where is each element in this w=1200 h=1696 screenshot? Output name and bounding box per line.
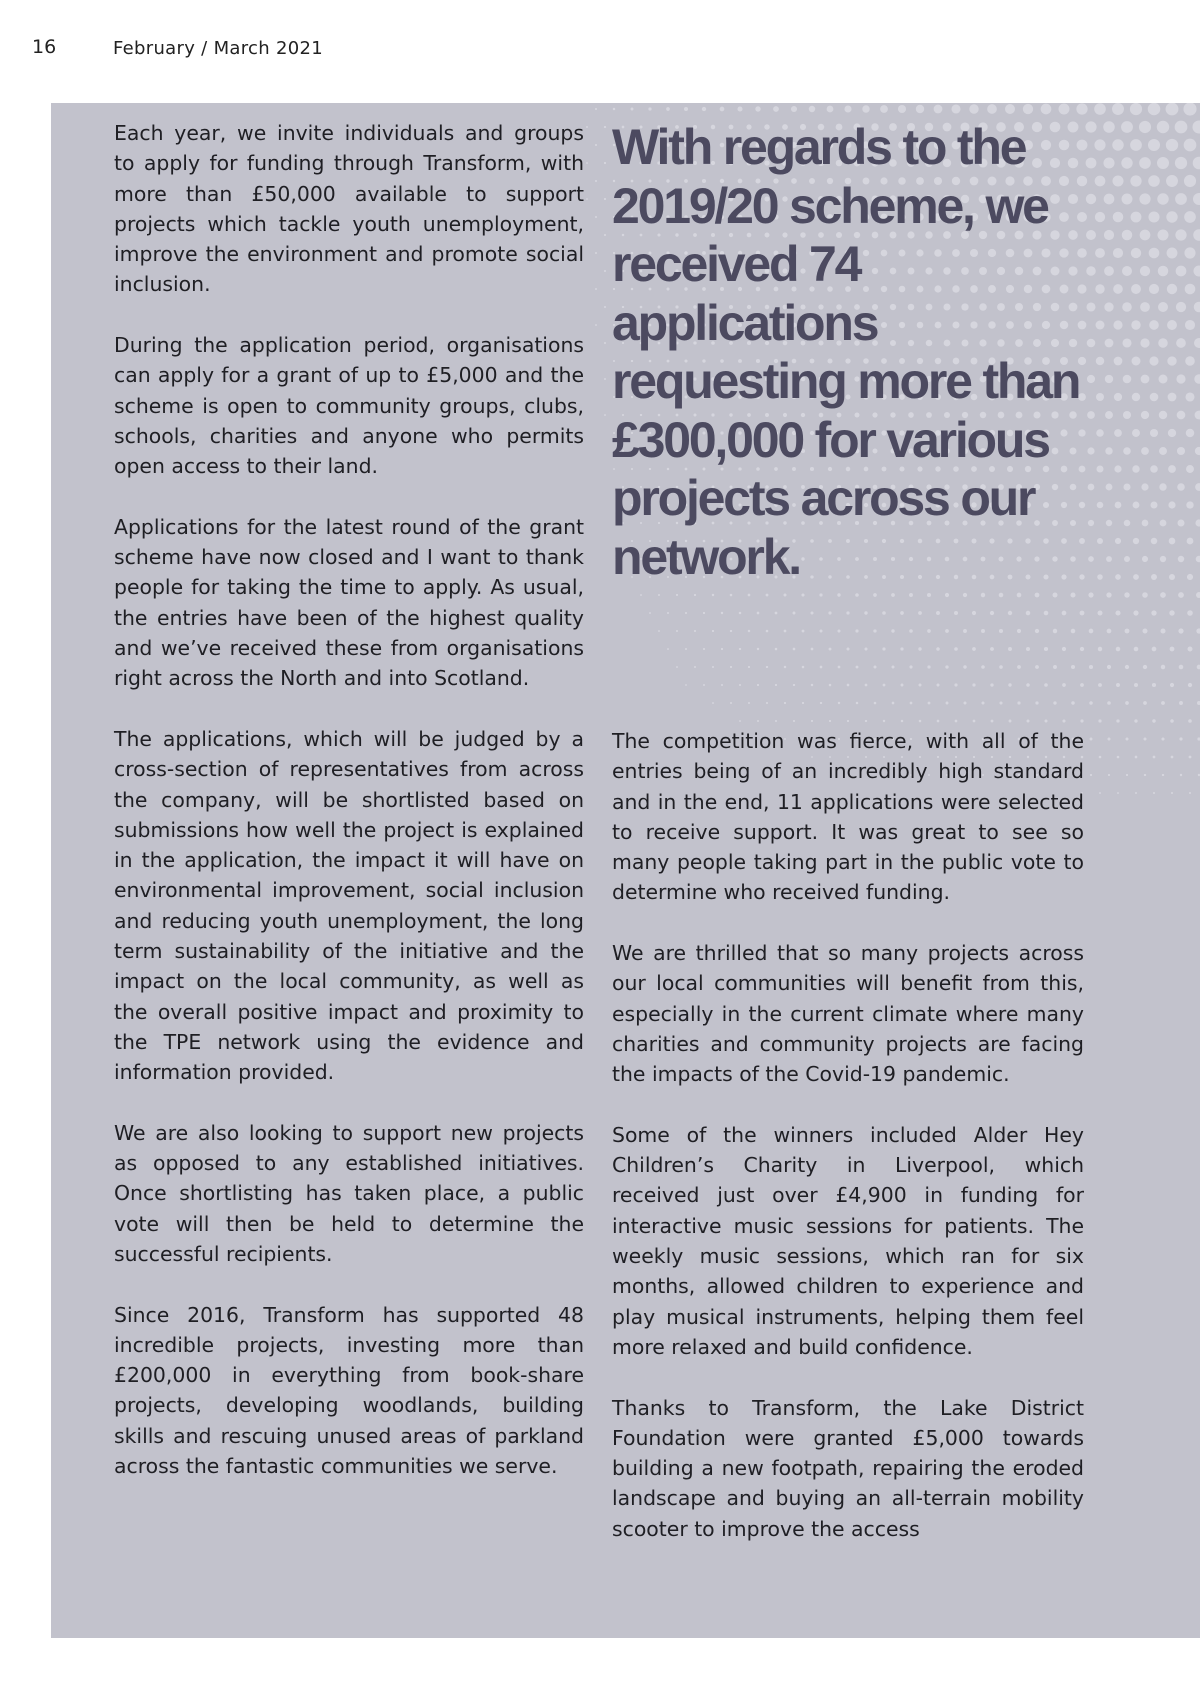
page-number: 16 [32,36,57,58]
pull-quote: With regards to the 2019/20 scheme, we received 74 applications requesting more than £300,000 for various projects across our network. [612,119,1080,585]
body-paragraph: Applications for the latest round of the grant scheme have now closed and I want to thank people for taking the time to apply. As usual, the entries have been of the highest quality and we’ve received these from organisations right across the North and into Scotland. [114,514,584,691]
left-column [114,118,584,1481]
body-paragraph: Some of the winners included Alder Hey Children’s Charity in Liverpool, which received just over £4,900 in funding for interactive music sessions for patients. The weekly music sessions, which ran for six months, allowed children to experience and play musical instruments, helping them feel more relaxed and build confidence. [612,1122,1084,1359]
body-paragraph: We are thrilled that so many projects across our local communities will benefit from this, especially in the current climate where many charities and community projects are facing the impacts of the Covid-19 pandemic. [612,941,1084,1087]
body-paragraph: The applications, which will be judged by a cross-section of representatives from across the company, will be shortlisted based on submissions how well the project is explained in the application, the impact it will have on environmental improvement, social inclusion and reducing youth unemployment, the long term sustainability of the initiative and the impact on the local community, as well as the overall positive impact and proximity to the TPE network using the evidence and information provided. [114,726,584,1085]
issue-date: February / March 2021 [113,38,323,59]
article-panel [51,103,1200,1638]
body-paragraph: The competition was fierce, with all of the entries being of an incredibly high standard and in the end, 11 applications were selected to receive support. It was great to see so many people taking part in the public vote to determine who received funding. [612,729,1084,905]
body-paragraph: We are also looking to support new projects as opposed to any established initiatives. Once shortlisting has taken place, a public vote will then be held to determine the successful recipients. [114,1120,584,1266]
body-paragraph: Since 2016, Transform has supported 48 incredible projects, investing more than £200,000 in everything from book-share projects, developing woodlands, building skills and rescuing unused areas of parkland across the fantastic communities we serve. [114,1302,584,1479]
body-paragraph: Each year, we invite individuals and groups to apply for funding through Transform, with more than £50,000 available to support projects which tackle youth unemployment, improve the environment and promote social inclusion. [114,121,584,297]
body-paragraph: During the application period, organisations can apply for a grant of up to £5,000 and the scheme is open to community groups, clubs, schools, charities and anyone who permits open access to their land. [114,333,584,479]
right-column [612,726,1084,1544]
body-paragraph: Thanks to Transform, the Lake District Foundation were granted £5,000 towards building a new footpath, repairing the eroded landscape and buying an all-terrain mobility scooter to improve the access [612,1395,1084,1541]
